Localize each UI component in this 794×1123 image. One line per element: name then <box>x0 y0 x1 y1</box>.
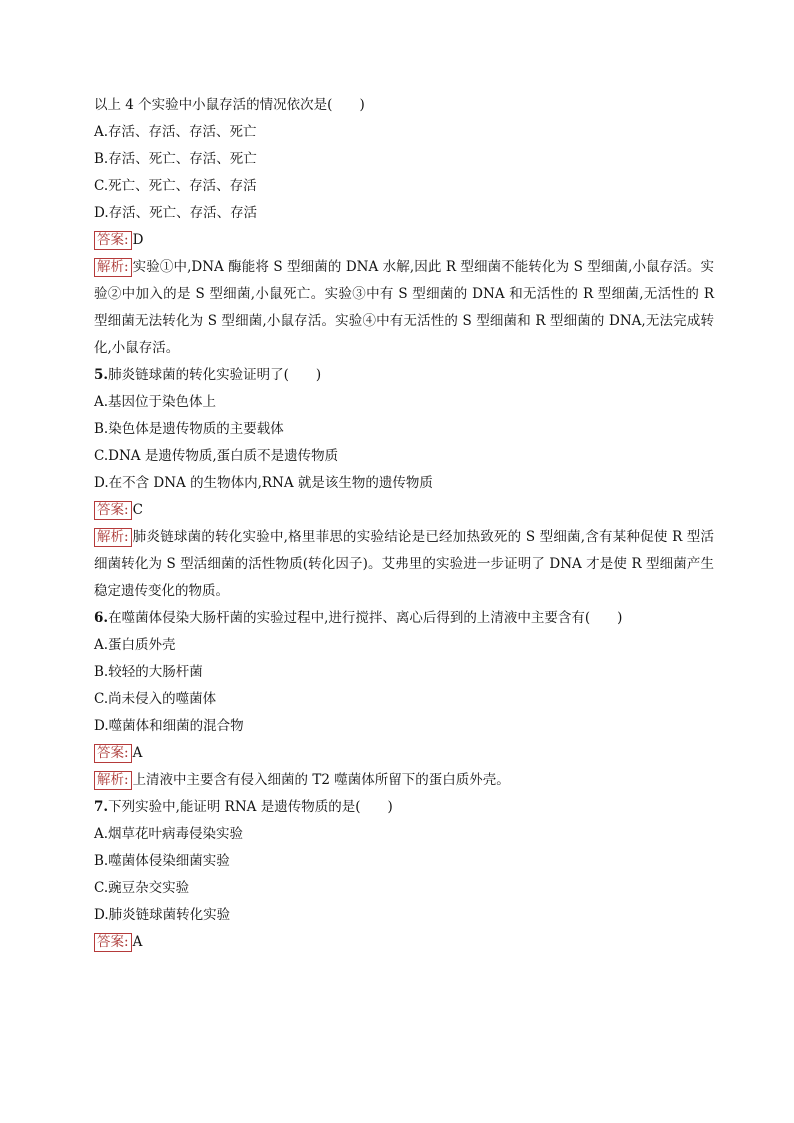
q6-option-d: D.噬菌体和细菌的混合物 <box>94 718 244 734</box>
q7-stem <box>94 794 714 821</box>
q6-explanation <box>94 767 714 794</box>
q6-stem <box>94 605 714 632</box>
answer-tag: 答案: <box>94 501 132 520</box>
explanation-text: 肺炎链球菌的转化实验中,格里菲思的实验结论是已经加热致死的 S 型细菌,含有某种促使 R 型活细菌转化为 S 型活细菌的活性物质(转化因子)。艾弗里的实验进一步证明了 DNA 才是使 R 型细菌产生稳定遗传变化的物质。 <box>94 529 714 599</box>
q7-option-c: C.豌豆杂交实验 <box>94 880 190 896</box>
explanation-tag: 解析: <box>94 258 132 277</box>
explanation-tag: 解析: <box>94 771 132 790</box>
q6-option-a: A.蛋白质外壳 <box>94 637 176 653</box>
q4-option-d: D.存活、死亡、存活、存活 <box>94 205 258 221</box>
q7-answer <box>94 929 714 956</box>
q4-option-a: A.存活、存活、存活、死亡 <box>94 124 257 140</box>
q7-option-a: A.烟草花叶病毒侵染实验 <box>94 826 244 842</box>
q5-stem <box>94 362 714 389</box>
answer-value: C <box>132 502 143 518</box>
q5-option-b: B.染色体是遗传物质的主要载体 <box>94 421 284 437</box>
question-number: 5. <box>94 367 109 383</box>
explanation-text: 实验①中,DNA 酶能将 S 型细菌的 DNA 水解,因此 R 型细菌不能转化为 S 型细菌,小鼠存活。实验②中加入的是 S 型细菌,小鼠死亡。实验③中有 S 型细菌的 DNA 和无活性的 R 型细菌,无活性的 R 型细菌无法转化为 S 型细菌,小鼠存活。实验④中有无活性的 S 型细菌和 R 型细菌的 DNA,无法完成转化,小鼠存活。 <box>94 259 714 356</box>
answer-tag: 答案: <box>94 933 132 952</box>
answer-tag: 答案: <box>94 231 132 250</box>
q7-option-d: D.肺炎链球菌转化实验 <box>94 907 231 923</box>
q5-option-c: C.DNA 是遗传物质,蛋白质不是遗传物质 <box>94 448 339 464</box>
worksheet-page <box>94 92 714 956</box>
explanation-text: 上清液中主要含有侵入细菌的 T2 噬菌体所留下的蛋白质外壳。 <box>132 772 510 788</box>
q5-option-a: A.基因位于染色体上 <box>94 394 217 410</box>
question-text: 在噬菌体侵染大肠杆菌的实验过程中,进行搅拌、离心后得到的上清液中主要含有( ) <box>108 610 623 626</box>
q5-explanation <box>94 524 714 605</box>
q6-option-c: C.尚未侵入的噬菌体 <box>94 691 217 707</box>
q4-explanation <box>94 254 714 362</box>
q5-option-d: D.在不含 DNA 的生物体内,RNA 就是该生物的遗传物质 <box>94 475 433 491</box>
answer-value: D <box>132 232 144 248</box>
q4-stem: 以上 4 个实验中小鼠存活的情况依次是( ) <box>94 97 365 113</box>
question-number: 7. <box>94 799 109 815</box>
q7-option-b: B.噬菌体侵染细菌实验 <box>94 853 230 869</box>
answer-value: A <box>132 934 143 950</box>
q6-option-b: B.较轻的大肠杆菌 <box>94 664 203 680</box>
q4-option-b: B.存活、死亡、存活、死亡 <box>94 151 257 167</box>
explanation-tag: 解析: <box>94 528 132 547</box>
q4-answer <box>94 227 714 254</box>
q4-option-c: C.死亡、死亡、存活、存活 <box>94 178 257 194</box>
question-text: 肺炎链球菌的转化实验证明了( ) <box>108 367 322 383</box>
question-number: 6. <box>94 610 109 626</box>
answer-tag: 答案: <box>94 744 132 763</box>
answer-value: A <box>132 745 143 761</box>
q6-answer <box>94 740 714 767</box>
question-text: 下列实验中,能证明 RNA 是遗传物质的是( ) <box>108 799 393 815</box>
q5-answer <box>94 497 714 524</box>
